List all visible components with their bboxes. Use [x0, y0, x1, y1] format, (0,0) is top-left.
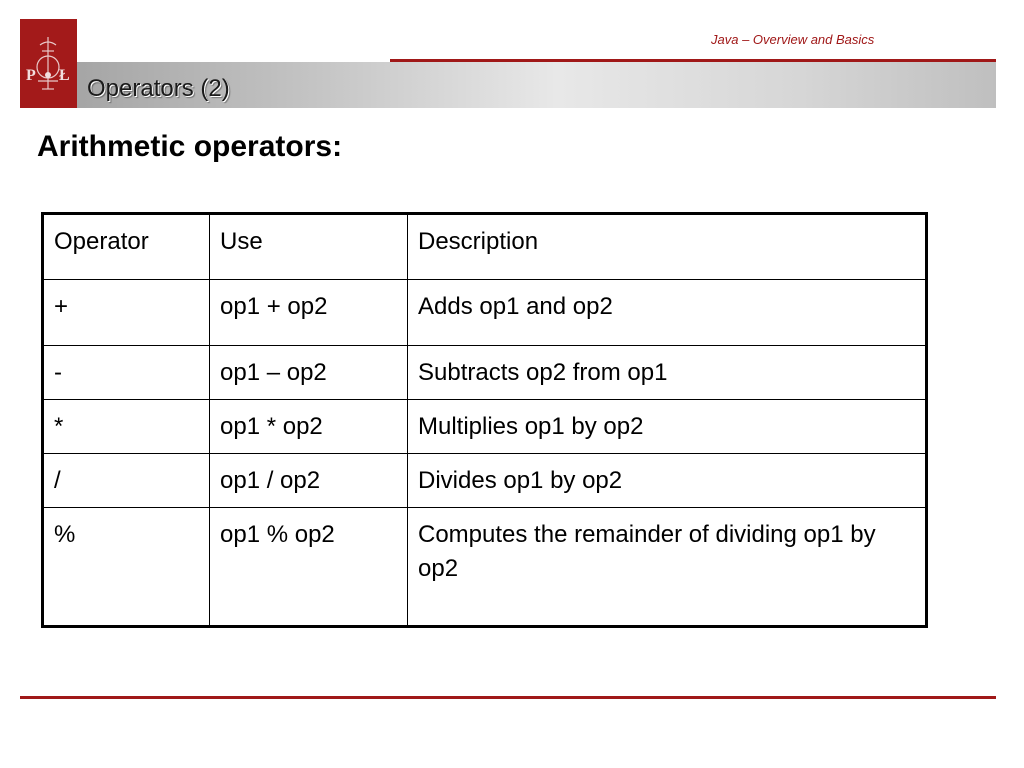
use-cell: op1 * op2: [210, 400, 408, 454]
section-heading: Arithmetic operators:: [37, 130, 343, 163]
description-cell: Subtracts op2 from op1: [408, 346, 927, 400]
table-row: [43, 400, 927, 454]
table-header-row: [43, 214, 927, 280]
column-header-use: Use: [210, 214, 408, 280]
use-cell: op1 – op2: [210, 346, 408, 400]
table-row: [43, 508, 927, 627]
footer-accent-line: [20, 696, 996, 699]
description-cell: Divides op1 by op2: [408, 454, 927, 508]
use-cell: op1 % op2: [210, 508, 408, 627]
header-accent-line: [390, 59, 996, 62]
description-cell: Adds op1 and op2: [408, 280, 927, 346]
use-cell: op1 / op2: [210, 454, 408, 508]
operator-cell: -: [43, 346, 210, 400]
use-cell: op1 + op2: [210, 280, 408, 346]
column-header-description: Description: [408, 214, 927, 280]
slide-title: Operators (2): [87, 75, 230, 102]
operator-cell: %: [43, 508, 210, 627]
column-header-operator: Operator: [43, 214, 210, 280]
description-cell: Computes the remainder of dividing op1 by op2: [408, 508, 927, 627]
operator-cell: /: [43, 454, 210, 508]
description-cell: Multiplies op1 by op2: [408, 400, 927, 454]
pl-university-emblem-icon: [20, 19, 77, 108]
table-row: [43, 346, 927, 400]
operators-table: [41, 212, 928, 628]
svg-text:Ł: Ł: [59, 67, 70, 84]
table-row: [43, 454, 927, 508]
operator-cell: +: [43, 280, 210, 346]
running-title: Java – Overview and Basics: [711, 32, 875, 47]
operator-cell: *: [43, 400, 210, 454]
svg-text:P: P: [26, 67, 36, 84]
table-row: [43, 280, 927, 346]
